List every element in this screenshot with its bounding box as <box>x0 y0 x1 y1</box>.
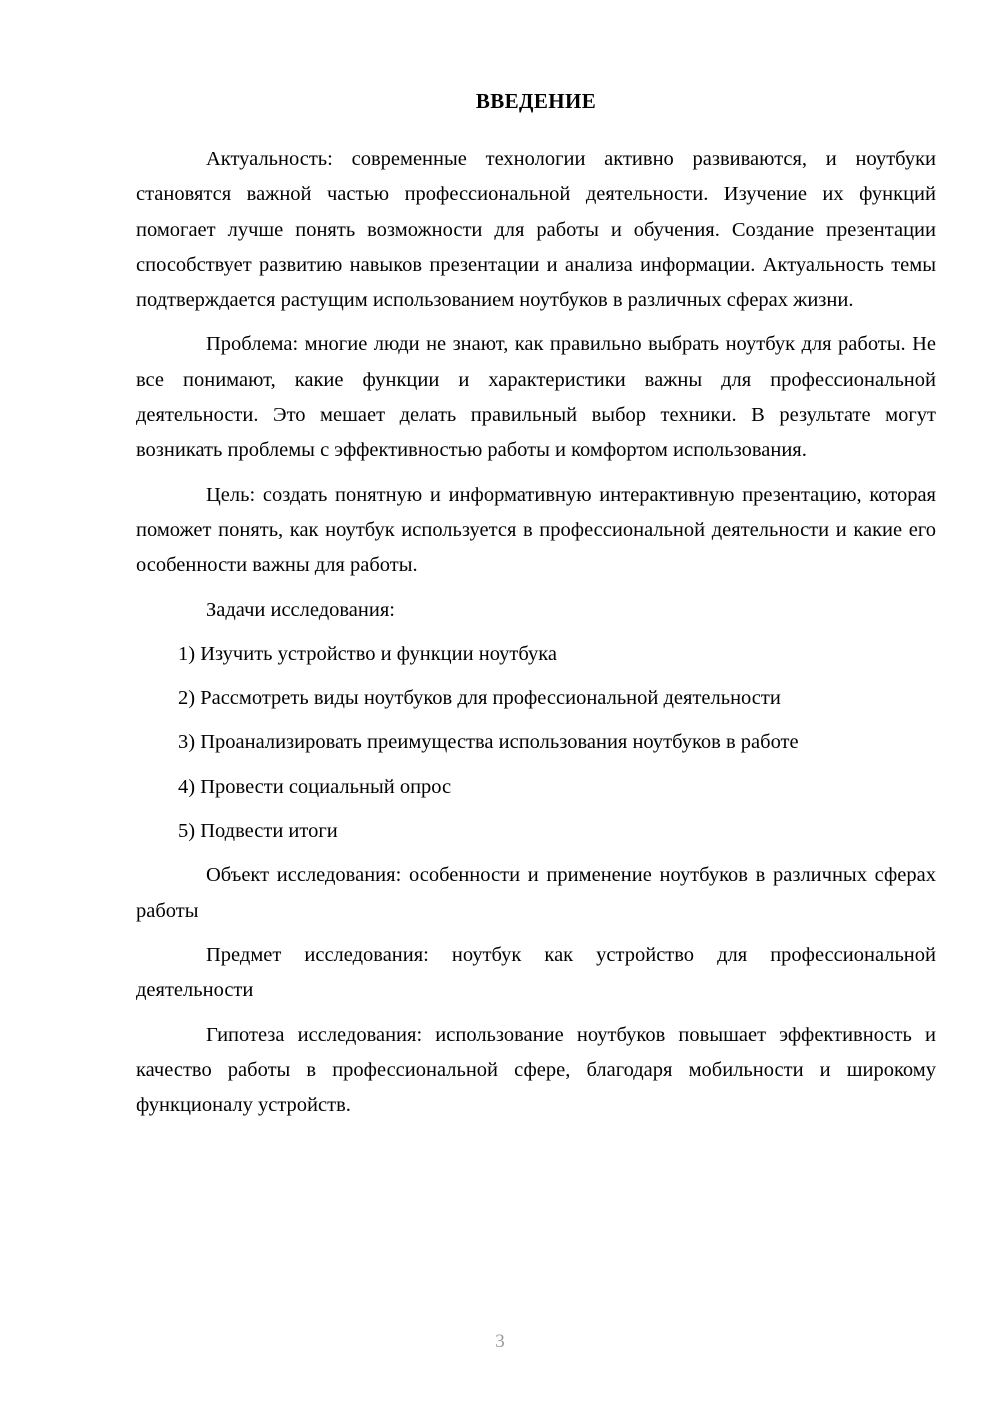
list-item: 2) Рассмотреть виды ноутбуков для профессиональной деятельности <box>178 687 781 710</box>
paragraph-goal: Цель: создать понятную и информативную интерактивную презентацию, которая поможет понять, как ноутбук используется в профессиональной деятельности и какие его особенности важны для работы. <box>136 483 936 577</box>
list-item: 1) Изучить устройство и функции ноутбука <box>178 642 558 665</box>
document-body <box>136 86 936 1132</box>
paragraph-subject: Предмет исследования: ноутбук как устройство для профессиональной деятельности <box>136 943 936 1002</box>
page-number: 3 <box>495 1331 505 1352</box>
paragraph-hypothesis: Гипотеза исследования: использование ноутбуков повышает эффективность и качество работы в профессиональной сфере, благодаря мобильности и широкому функционалу устройств. <box>136 1023 936 1117</box>
tasks-list <box>136 637 936 849</box>
list-item: 4) Провести социальный опрос <box>178 775 452 798</box>
paragraph-relevance: Актуальность: современные технологии активно развиваются, и ноутбуки становятся важной частью профессиональной деятельности. Изучение их функций помогает лучше понять возможности для работы и обучения. Создание презентации способствует развитию навыков презентации и анализа информации. Актуальность темы подтверждается растущим использованием ноутбуков в различных сферах жизни. <box>136 148 936 312</box>
tasks-list-intro: Задачи исследования: <box>206 598 395 621</box>
list-item: 5) Подвести итоги <box>178 820 338 843</box>
page-title: ВВЕДЕНИЕ <box>475 89 597 113</box>
paragraph-object: Объект исследования: особенности и применение ноутбуков в различных сферах работы <box>136 864 936 922</box>
list-item: 3) Проанализировать преимущества использования ноутбуков в работе <box>178 731 799 754</box>
paragraph-problem: Проблема: многие люди не знают, как правильно выбрать ноутбук для работы. Не все понимают, какие функции и характеристики важны для профессиональной деятельности. Это мешает делать правильный выбор техники. В результате могут возникать проблемы с эффективностью работы и комфортом использования. <box>136 333 936 462</box>
